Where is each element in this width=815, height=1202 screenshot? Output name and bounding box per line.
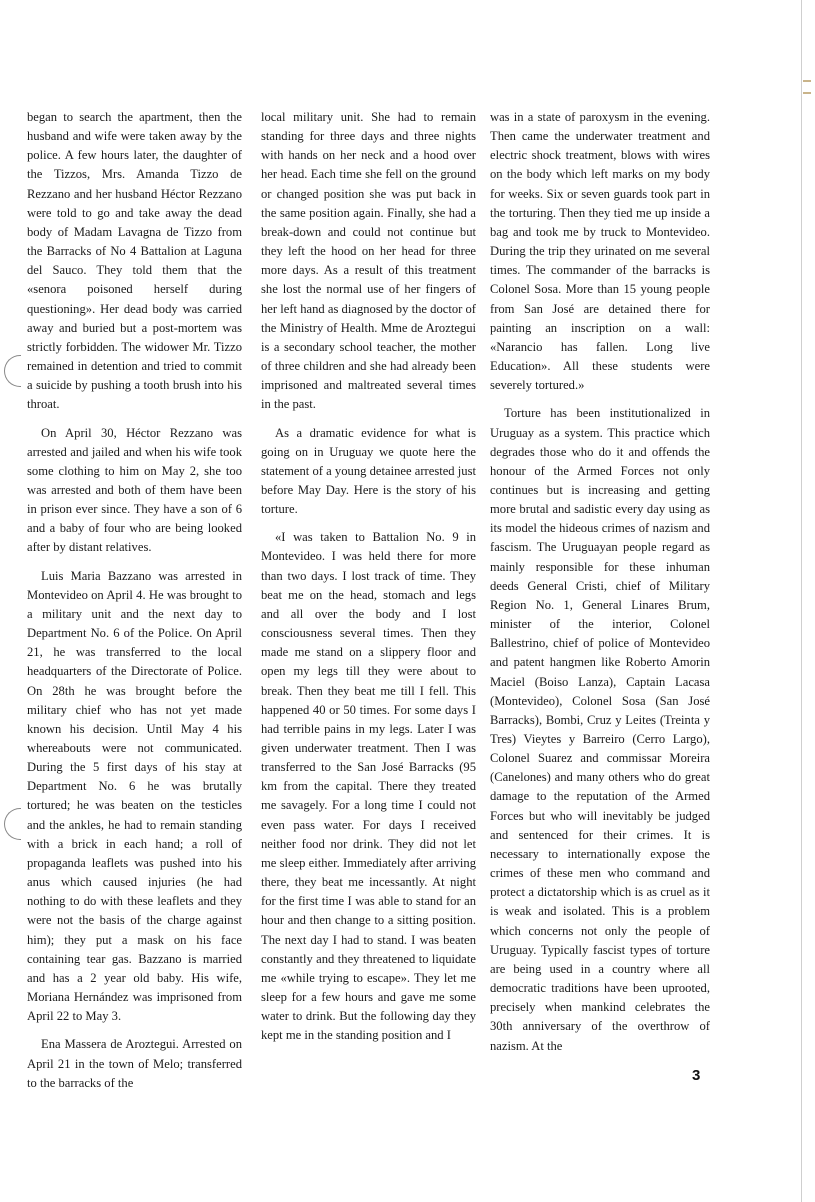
paragraph: As a dramatic evidence for what is going on in Uruguay we quote here the statement of a young detainee arrested just before May Day. Here is the story of his torture. (261, 425, 476, 517)
paragraph: local military unit. She had to remain standing for three days and three nights with hands on her neck and a hood over her head. Each time she fell on the ground or changed position she was put back in the same position again. Finally, she had a break-down and could not continue but they left the hood on her head for three more days. As a result of this treatment she lost the normal use of her fingers of her left hand as diagnosed by the doctor of the Ministry of Health. Mme de Aroztegui is a secondary school teacher, the mother of three children and she had already been imprisoned and maltreated several times in the past. (261, 110, 476, 412)
paragraph: was in a state of paroxysm in the evening. Then came the underwater treatment and electric shock treatment, blows with wires on the body which left marks on my body for weeks. Six or seven guards took part in the torturing. Then they tied me up inside a bag and took me by truck to Montevideo. During the trip they urinated on me several times. The commander of the barracks is Colonel Sosa. More than 15 young people from San José are detained there for painting an inscription on a wall: «Narancio has fallen. Long live Education». All these students were severely tortured.» (490, 110, 710, 393)
page-edge-line (801, 0, 802, 1202)
text-column-1 (27, 108, 242, 1102)
paragraph: Luis Maria Bazzano was arrested in Montevideo on April 4. He was brought to a military unit and the next day to Department No. 6 of the Police. On April 21, he was transferred to the local headquarters of the Directorate of Police. On 28th he was brought before the military chief who has not yet made known his decision. Until May 4 his whereabouts were not communicated. During the 5 first days of his stay at Department No. 6 he was brutally tortured; he was beaten on the testicles and the ankles, he had to remain standing with a brick in each hand; a roll of propaganda leaflets was pushed into his anus which caused injuries (he had nothing to do with these leaflets and they were not the basis of the charge against him); they put a mask on his face containing tear gas. Bazzano is married and has a 2 year old baby. His wife, Moriana Hernández was imprisoned from April 22 to May 3. (27, 568, 242, 1024)
punch-hole-mark (4, 355, 21, 387)
paragraph: «I was taken to Battalion No. 9 in Montevideo. I was held there for more than two days. I lost track of time. They beat me on the head, stomach and legs and all over the body and I lost consciousness several times. Then they made me stand on a slippery floor and open my legs till they were about to break. Then they beat me till I fell. This happened 40 or 50 times. For some days I had terrible pains in my legs. Later I was given underwater treatment. Then I was transferred to the San José Barracks (95 km from the capital. There they treated me savagely. For a long time I could not even pass water. For days I received neither food nor drink. They did not let me sleep either. Immediately after arriving there, they beat me incessantly. At night for the first time I was able to stand for an hour and then change to a sitting position. The next day I had to stand. I was beaten constantly and they threatened to liquidate me «while trying to escape». They let me sleep for a few hours and gave me some water to drink. But the following day they kept me in the standing position and I (261, 530, 476, 1043)
edge-marks (803, 80, 813, 104)
text-column-2 (261, 108, 476, 1055)
paragraph: began to search the apartment, then the husband and wife were taken away by the police. A few hours later, the daughter of the Tizzos, Mrs. Amanda Tizzo de Rezzano and her husband Héctor Rezzano were told to go and take away the dead body of Madam Lavagna de Tizzo from the Barracks of No 4 Battalion at Laguna del Sauco. They told them that the «senora poisoned herself during questioning». Her dead body was carried away and buried but a post-mortem was strictly forbidden. The widower Mr. Tizzo remained in detention and tried to commit a suicide by pushing a tooth brush into his throat. (27, 110, 242, 412)
paragraph: Ena Massera de Aroztegui. Arrested on April 21 in the town of Melo; transferred to the barracks of the (27, 1037, 242, 1090)
paragraph: On April 30, Héctor Rezzano was arrested and jailed and when his wife took some clothing to him on May 2, she too was arrested and both of them have been in prison ever since. They have a son of 6 and a baby of four who are being looked after by distant relatives. (27, 425, 242, 555)
punch-hole-mark (4, 808, 21, 840)
page-number: 3 (692, 1067, 701, 1084)
paragraph: Torture has been institutionalized in Uruguay as a system. This practice which degrades those who do it and offends the honour of the Armed Forces not only continues but is increasing and getting more brutal and sadistic every day using as its model the hideous crimes of nazism and fascism. The Uruguayan people regard as mainly responsible for these inhuman deeds General Cristi, chief of Military Region No. 1, General Linares Brum, minister of the interior, Colonel Ballestrino, chief of police of Montevideo and patent hangmen like Roberto Amorin Maciel (Boiso Lanza), Captain Lacasa (Montevideo), Colonel Sosa (San José Barracks), Bombi, Cruz y Leites (Treinta y Tres) Vieytes y Barreiro (Cerro Largo), Colonel Suarez and commissar Moreira (Canelones) and many others who do great damage to the reputation of the Armed Forces but who will inevitably be judged and sentenced for their crimes. It is necessary to internationally expose the crimes of these men who command and protect a dictatorship which is as cruel as it is weak and isolated. This is a problem which concerns not only the people of Uruguay. Typically fascist types of torture are being used in a country where all democratic traditions have been uprooted, precisely when mankind celebrates the 30th anniversary of the overthrow of nazism. At the (490, 406, 710, 1053)
text-column-3 (490, 108, 710, 1065)
